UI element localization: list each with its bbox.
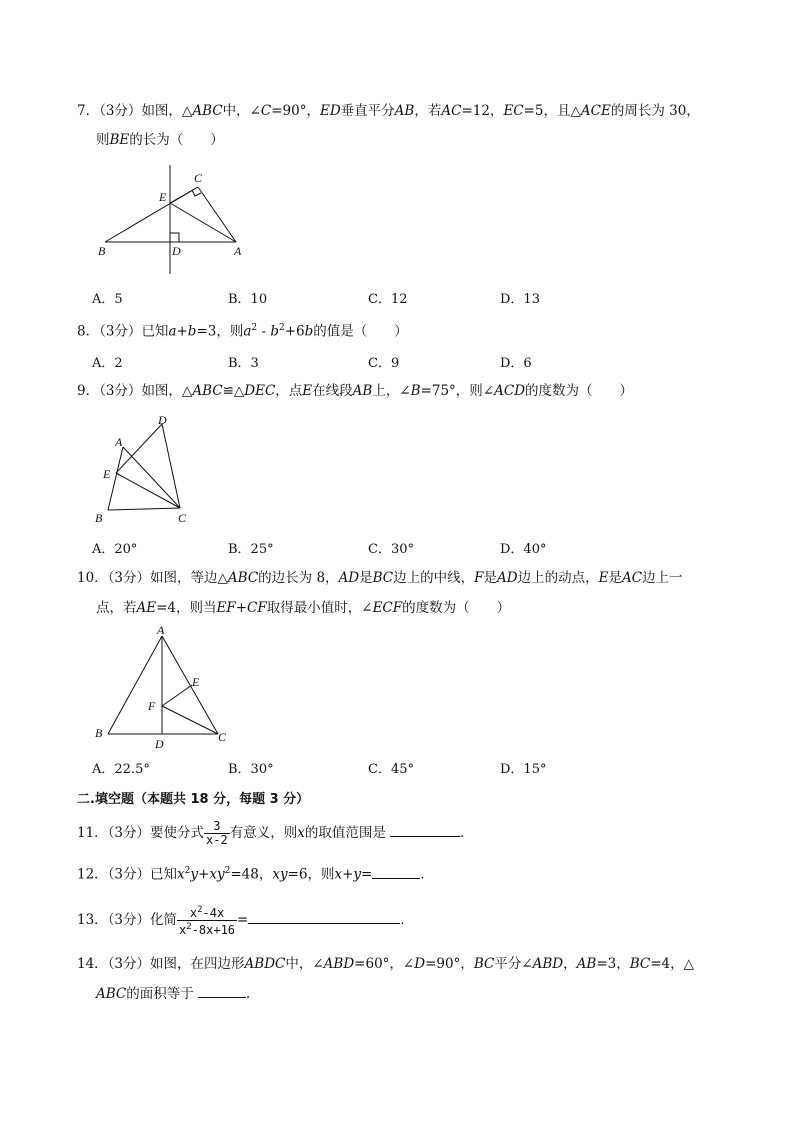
q9-label-b: B [95, 511, 103, 525]
q8-line: 8．（3分）已知a+b=3，则$a^2 - b^2+6b$的值是（ ） [77, 323, 408, 340]
q9-label-c: C [178, 511, 187, 525]
q11-line: 11．（3分）要使分式 $\frac{3}{x-2}$ 有意义，则x的取值范围是 ． [77, 819, 474, 847]
q12-line: 12．（3分）已知$x^2y+xy^2=48$，xy=6，则x+y= ． [77, 866, 434, 883]
q9-label-a: A [115, 435, 123, 449]
q11-fraction: $\frac{3}{x-2}$ [206, 819, 228, 847]
q13-fraction: $\frac{x^2-4x}{x^2-8x+16}$ [179, 905, 236, 937]
q10-option-a: A．22.5° [92, 762, 150, 777]
q9-line: 9．（3分）如图，△ABC≌△DEC，点E在线段AB上，∠B=75°，则∠ACD的度数为（ ） [77, 383, 634, 399]
q9-label-d: D [158, 413, 167, 427]
q10-option-d: D．15° [500, 762, 547, 777]
q10-option-b: B．30° [228, 762, 274, 777]
q9-label-e: E [103, 467, 111, 481]
q8-option-a: A．2 [92, 356, 123, 371]
q10-label-d: D [155, 737, 164, 751]
q14-answer-blank[interactable] [198, 985, 246, 998]
q10-label-e: E [192, 675, 200, 689]
q10-label-f: F [148, 699, 156, 713]
q10-label-b: B [95, 726, 103, 740]
q9-option-d: D．40° [500, 542, 547, 557]
q12-answer-blank[interactable] [372, 866, 420, 879]
section-heading: 二.填空题（本题共 18 分，每题 3 分） [77, 792, 310, 807]
q10-option-c: C．45° [368, 762, 414, 777]
q10-label-a: A [157, 623, 165, 637]
q7-line2: 则BE的长为（ ） [96, 132, 224, 148]
q7-label-a: A [234, 244, 242, 258]
q7-label-d: D [172, 244, 181, 258]
q7-label-b: B [98, 244, 106, 258]
q13-answer-blank[interactable] [248, 911, 400, 924]
q14-line2: ABC的面积等于 ． [96, 986, 260, 1002]
q10-figure [88, 622, 238, 752]
q9-figure [88, 410, 208, 530]
q10-line1: 10．（3分）如图，等边△ABC的边长为 8，AD是BC边上的中线，F是AD边上的动点，E是AC边上一 [77, 570, 683, 586]
q8-option-b: B．3 [228, 356, 259, 371]
q7-label-e: E [159, 190, 167, 204]
q11-answer-blank[interactable] [390, 824, 460, 837]
q7-option-b: B．10 [228, 292, 268, 307]
q14-line1: 14．（3分）如图，在四边形ABDC中，∠ABD=60°，∠D=90°，BC平分∠ABD，AB=3，BC=4，△ [77, 956, 695, 972]
q7-label-c: C [194, 171, 203, 185]
q7-option-d: D．13 [500, 292, 540, 307]
q7-line1: 7．（3分）如图，△ABC中，∠C=90°，ED垂直平分AB，若AC=12，EC=5，且△ACE的周长为 30， [77, 103, 700, 119]
q7-option-a: A．5 [92, 292, 123, 307]
q8-option-d: D．6 [500, 356, 532, 371]
q9-option-c: C．30° [368, 542, 414, 557]
q10-line2: 点，若AE=4，则当EF+CF取得最小值时，∠ECF的度数为（ ） [96, 600, 511, 616]
q9-option-b: B．25° [228, 542, 274, 557]
q10-label-c: C [218, 730, 227, 744]
q8-option-c: C．9 [368, 356, 400, 371]
q7-figure [90, 160, 260, 280]
q13-line: 13．（3分）化简 $\frac{x^2-4x}{x^2-8x+16}$ = ． [77, 905, 414, 937]
q7-option-c: C．12 [368, 292, 408, 307]
q9-option-a: A．20° [92, 542, 138, 557]
